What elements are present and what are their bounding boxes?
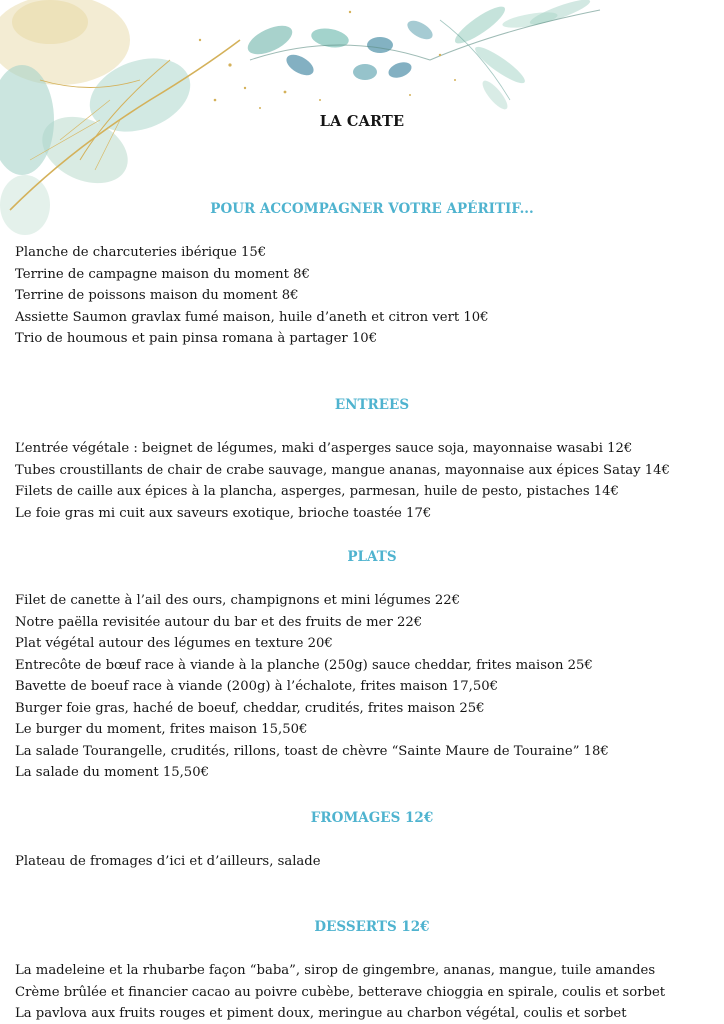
- menu-item: Trio de houmous et pain pinsa romana à partager 10€: [15, 331, 378, 346]
- menu-item: Notre paëlla revisitée autour du bar et des fruits de mer 22€: [15, 614, 423, 630]
- menu-item: Tubes croustillants de chair de crabe sauvage, mangue ananas, mayonnaise aux épices Satay 14€: [15, 462, 670, 478]
- section-heading-entrees: ENTREES: [334, 397, 410, 413]
- menu-item: Planche de charcuteries ibérique 15€: [15, 245, 267, 260]
- watercolor-leaves-icon: [199, 0, 600, 113]
- menu-item: Terrine de campagne maison du moment 8€: [15, 266, 310, 282]
- menu-item: Crème brûlée et financier cacao au poivre cubèbe, betterave chioggia en spirale, coulis et sorbet: [15, 984, 666, 1000]
- menu-item: Le foie gras mi cuit aux saveurs exotique, brioche toastée 17€: [15, 505, 432, 521]
- menu-item: La madeleine et la rhubarbe façon “baba”, sirop de gingembre, ananas, mangue, tuile amandes: [15, 963, 656, 978]
- menu-item: Filets de caille aux épices à la plancha, asperges, parmesan, huile de pesto, pistaches 14€: [15, 484, 619, 499]
- section-heading-plats: PLATS: [347, 549, 397, 565]
- menu-item: Plateau de fromages d’ici et d’ailleurs, salade: [15, 854, 321, 869]
- menu-item: Plat végétal autour des légumes en texture 20€: [15, 636, 333, 651]
- menu-item: Entrecôte de bœuf race à viande à la planche (250g) sauce cheddar, frites maison 25€: [15, 657, 593, 673]
- menu-item: Assiette Saumon gravlax fumé maison, huile d’aneth et citron vert 10€: [15, 309, 489, 325]
- menu-item: Le burger du moment, frites maison 15,50€: [15, 722, 308, 737]
- section-heading-desserts: DESSERTS 12€: [314, 919, 430, 935]
- menu-item: Filet de canette à l’ail des ours, champignons et mini légumes 22€: [15, 593, 461, 608]
- section-heading-fromages: FROMAGES 12€: [310, 810, 434, 826]
- menu-item: La salade Tourangelle, crudités, rillons, toast de chèvre “Sainte Maure de Touraine” 18€: [15, 743, 609, 759]
- section-heading-aperitif: POUR ACCOMPAGNER VOTRE APÉRITIF...: [210, 201, 534, 217]
- page-title: LA CARTE: [319, 113, 405, 130]
- menu-item: Terrine de poissons maison du moment 8€: [15, 288, 299, 303]
- menu-item: La salade du moment 15,50€: [15, 765, 209, 780]
- menu-item: Burger foie gras, haché de boeuf, cheddar, crudités, frites maison 25€: [15, 700, 485, 716]
- menu-item: La pavlova aux fruits rouges et piment doux, meringue au charbon végétal, coulis et sorbet: [15, 1006, 627, 1021]
- menu-item: Bavette de boeuf race à viande (200g) à l’échalote, frites maison 17,50€: [15, 679, 498, 694]
- menu-item: L’entrée végétale : beignet de légumes, maki d’asperges sauce soja, mayonnaise wasabi 12€: [15, 441, 633, 456]
